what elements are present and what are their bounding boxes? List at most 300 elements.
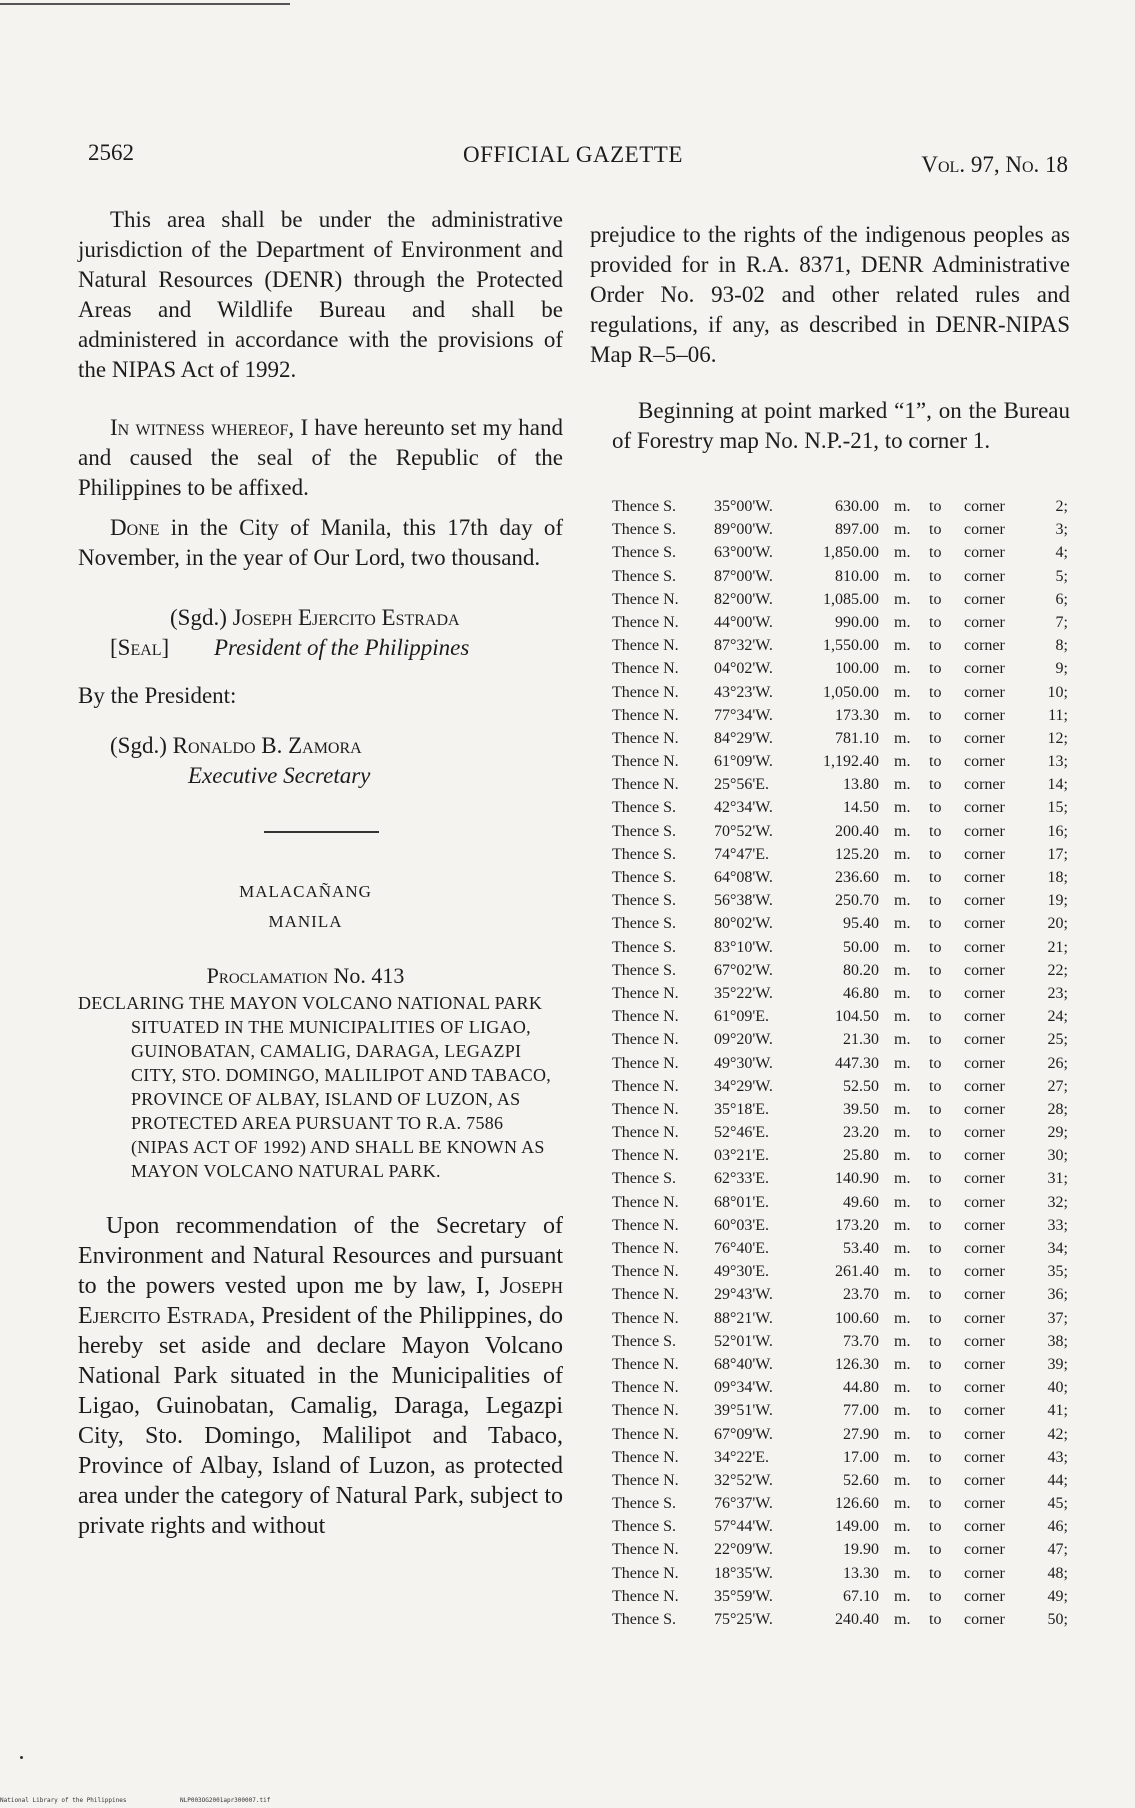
page-number: 2562	[88, 140, 134, 165]
course-row	[604, 707, 1074, 730]
course-distance: 630.00	[835, 498, 879, 515]
course-to: to	[929, 660, 942, 678]
declaring-title: DECLARING THE MAYON VOLCANO NATIONAL PARK SITUATED IN THE MUNICIPALITIES OF LIGAO, GUINOBATAN, CAMALIG, DARAGA, LEGAZPI CITY, STO. DOMINGO, MALILIPOT AND TABACO, PROVINCE OF ALBAY, ISLAND OF LUZON, AS PROTECTED AREA PURSUANT TO R.A. 7586 (NIPAS ACT OF 1992) AND SHALL BE KNOWN AS MAYON VOLCANO NATURAL PARK.	[78, 993, 552, 1181]
course-bearing: 74°47'E.	[714, 845, 770, 863]
course-corner-number: 19;	[1047, 892, 1068, 910]
course-distance: 80.20	[843, 961, 879, 979]
course-distance: 250.70	[835, 892, 879, 910]
course-unit: m.	[894, 938, 911, 956]
course-to: to	[929, 1216, 942, 1234]
course-to: to	[929, 984, 942, 1002]
course-bearing: 35°00'W.	[714, 498, 773, 515]
course-row	[604, 1426, 1074, 1449]
course-to: to	[929, 753, 942, 771]
course-unit: m.	[894, 799, 911, 817]
course-corner: corner	[964, 498, 1005, 515]
top-rule	[0, 3, 290, 5]
course-row	[604, 753, 1074, 776]
course-direction: Thence S.	[612, 498, 676, 515]
course-corner: corner	[964, 544, 1005, 562]
course-to: to	[929, 1008, 942, 1026]
course-distance: 100.60	[835, 1309, 879, 1327]
course-unit: m.	[894, 1263, 911, 1281]
malacanang-label: MALACAÑANG	[239, 882, 372, 901]
course-unit: m.	[894, 660, 911, 678]
course-corner-number: 6;	[1055, 590, 1068, 608]
course-bearing: 87°00'W.	[714, 567, 773, 585]
course-corner-number: 18;	[1047, 869, 1068, 886]
done-paragraph	[78, 513, 563, 573]
course-row	[604, 892, 1074, 915]
course-corner: corner	[964, 1240, 1005, 1257]
course-to: to	[929, 683, 942, 701]
course-direction: Thence N.	[612, 1355, 679, 1373]
course-row	[604, 869, 1074, 892]
course-to: to	[929, 637, 942, 655]
course-direction: Thence N.	[612, 1240, 679, 1257]
course-unit: m.	[894, 753, 911, 771]
course-row	[604, 1170, 1074, 1193]
course-row	[604, 1078, 1074, 1101]
course-corner-number: 40;	[1047, 1379, 1068, 1397]
course-unit: m.	[894, 683, 911, 701]
course-corner: corner	[964, 521, 1005, 539]
course-distance: 77.00	[843, 1402, 879, 1420]
course-row	[604, 1101, 1074, 1124]
course-to: to	[929, 1332, 942, 1350]
course-row	[604, 1611, 1074, 1634]
course-to: to	[929, 915, 942, 933]
course-bearing: 87°32'W.	[714, 637, 773, 655]
course-corner-number: 7;	[1055, 613, 1068, 631]
course-unit: m.	[894, 776, 911, 794]
course-corner-number: 11;	[1048, 706, 1068, 724]
course-unit: m.	[894, 961, 911, 979]
course-to: to	[929, 1425, 942, 1443]
upon-president-name: Joseph Ejercito Estrada	[78, 1273, 563, 1329]
course-unit: m.	[894, 1564, 911, 1582]
page-header	[88, 140, 1068, 180]
course-distance: 53.40	[843, 1240, 879, 1257]
course-row	[604, 915, 1074, 938]
course-to: to	[929, 1170, 942, 1188]
course-bearing: 39°51'W.	[714, 1402, 773, 1420]
course-distance: 125.20	[835, 845, 879, 863]
course-corner: corner	[964, 845, 1005, 863]
course-distance: 173.30	[835, 706, 879, 724]
course-direction: Thence N.	[612, 1008, 679, 1026]
secretary-name-line	[110, 731, 563, 761]
scan-footer	[0, 1797, 271, 1804]
course-bearing: 61°09'E.	[714, 1008, 770, 1026]
course-to: to	[929, 544, 942, 562]
course-row	[604, 1194, 1074, 1217]
course-corner: corner	[964, 613, 1005, 631]
course-unit: m.	[894, 1031, 911, 1049]
course-row	[604, 1518, 1074, 1541]
witness-paragraph	[78, 413, 563, 503]
course-corner: corner	[964, 799, 1005, 817]
course-distance: 52.60	[843, 1471, 879, 1489]
course-bearing: 49°30'W.	[714, 1054, 773, 1072]
course-direction: Thence N.	[612, 1587, 679, 1605]
course-bearing: 22°09'W.	[714, 1541, 773, 1559]
course-direction: Thence S.	[612, 799, 676, 817]
course-corner-number: 46;	[1047, 1518, 1068, 1536]
course-corner-number: 39;	[1047, 1355, 1068, 1373]
course-row	[604, 684, 1074, 707]
course-corner-number: 34;	[1047, 1240, 1068, 1257]
course-distance: 17.00	[843, 1448, 879, 1466]
course-to: to	[929, 1379, 942, 1397]
course-corner: corner	[964, 1008, 1005, 1026]
course-corner-number: 9;	[1055, 660, 1068, 678]
course-corner: corner	[964, 776, 1005, 794]
done-lead: Done	[110, 515, 160, 540]
course-distance: 23.70	[843, 1286, 879, 1304]
course-direction: Thence N.	[612, 1379, 679, 1397]
president-title: President of the Philippines	[214, 635, 470, 660]
course-direction: Thence N.	[612, 1425, 679, 1443]
course-row	[604, 591, 1074, 614]
course-unit: m.	[894, 1124, 911, 1142]
course-row	[604, 1333, 1074, 1356]
president-signature	[78, 603, 563, 633]
course-direction: Thence N.	[612, 1471, 679, 1489]
course-to: to	[929, 1031, 942, 1049]
course-distance: 240.40	[835, 1611, 879, 1628]
course-corner-number: 17;	[1047, 845, 1068, 863]
course-bearing: 09°20'W.	[714, 1031, 773, 1049]
course-to: to	[929, 1448, 942, 1466]
course-corner-number: 25;	[1047, 1031, 1068, 1049]
course-row	[604, 1240, 1074, 1263]
course-distance: 13.80	[843, 776, 879, 794]
course-row	[604, 1147, 1074, 1170]
course-to: to	[929, 1402, 942, 1420]
course-unit: m.	[894, 915, 911, 933]
course-distance: 44.80	[843, 1379, 879, 1397]
course-direction: Thence N.	[612, 1263, 679, 1281]
course-to: to	[929, 521, 942, 539]
course-to: to	[929, 1495, 942, 1513]
course-to: to	[929, 1100, 942, 1118]
course-distance: 126.60	[835, 1495, 879, 1513]
course-direction: Thence S.	[612, 845, 676, 863]
course-to: to	[929, 1286, 942, 1304]
course-direction: Thence N.	[612, 1054, 679, 1072]
course-to: to	[929, 1077, 942, 1095]
course-bearing: 63°00'W.	[714, 544, 773, 562]
course-corner-number: 30;	[1047, 1147, 1068, 1165]
course-direction: Thence S.	[612, 1611, 676, 1628]
course-direction: Thence S.	[612, 544, 676, 562]
course-row	[604, 846, 1074, 869]
course-direction: Thence S.	[612, 1518, 676, 1536]
course-distance: 149.00	[835, 1518, 879, 1536]
course-unit: m.	[894, 822, 911, 840]
course-corner-number: 48;	[1047, 1564, 1068, 1582]
course-bearing: 35°59'W.	[714, 1587, 773, 1605]
seal-row	[78, 633, 563, 663]
course-corner: corner	[964, 637, 1005, 655]
course-direction: Thence N.	[612, 1147, 679, 1165]
course-bearing: 61°09'W.	[714, 753, 773, 771]
course-to: to	[929, 1240, 942, 1257]
course-to: to	[929, 1541, 942, 1559]
left-column	[78, 205, 563, 1541]
course-row	[604, 1031, 1074, 1054]
course-to: to	[929, 1309, 942, 1327]
course-corner-number: 45;	[1047, 1495, 1068, 1513]
course-to: to	[929, 590, 942, 608]
course-row	[604, 568, 1074, 591]
course-direction: Thence S.	[612, 915, 676, 933]
scan-filename: NLP003OG2001apr300007.tif	[180, 1797, 271, 1804]
course-distance: 73.70	[843, 1332, 879, 1350]
course-bearing: 52°01'W.	[714, 1332, 773, 1350]
course-corner: corner	[964, 1100, 1005, 1118]
course-bearing: 44°00'W.	[714, 613, 773, 631]
course-corner-number: 3;	[1055, 521, 1068, 539]
course-unit: m.	[894, 1309, 911, 1327]
course-row	[604, 1008, 1074, 1031]
course-direction: Thence N.	[612, 1124, 679, 1142]
course-direction: Thence S.	[612, 521, 676, 539]
course-unit: m.	[894, 1170, 911, 1188]
course-bearing: 60°03'E.	[714, 1216, 770, 1234]
done-text: in the City of Manila, this 17th day of November, in the year of Our Lord, two thousand.	[78, 515, 563, 570]
course-bearing: 67°02'W.	[714, 961, 773, 979]
course-corner: corner	[964, 706, 1005, 724]
course-bearing: 49°30'E.	[714, 1263, 770, 1281]
course-unit: m.	[894, 1402, 911, 1420]
course-corner-number: 10;	[1047, 683, 1068, 701]
course-bearing: 52°46'E.	[714, 1124, 770, 1142]
library-credit: National Library of the Philippines	[0, 1797, 127, 1804]
course-distance: 23.20	[843, 1124, 879, 1142]
course-to: to	[929, 938, 942, 956]
course-direction: Thence S.	[612, 1495, 676, 1513]
course-corner: corner	[964, 1355, 1005, 1373]
course-unit: m.	[894, 1077, 911, 1095]
course-corner: corner	[964, 1495, 1005, 1513]
course-corner-number: 37;	[1047, 1309, 1068, 1327]
course-distance: 19.90	[843, 1541, 879, 1559]
course-row	[604, 1449, 1074, 1472]
course-distance: 104.50	[835, 1008, 879, 1026]
course-distance: 100.00	[835, 660, 879, 678]
course-corner-number: 44;	[1047, 1471, 1068, 1489]
course-distance: 810.00	[835, 567, 879, 585]
course-unit: m.	[894, 1495, 911, 1513]
course-corner-number: 31;	[1047, 1170, 1068, 1188]
course-corner: corner	[964, 683, 1005, 701]
course-bearing: 68°01'E.	[714, 1193, 770, 1211]
course-corner: corner	[964, 938, 1005, 956]
course-distance: 261.40	[835, 1263, 879, 1281]
course-unit: m.	[894, 1379, 911, 1397]
course-distance: 200.40	[835, 822, 879, 840]
course-bearing: 82°00'W.	[714, 590, 773, 608]
course-corner: corner	[964, 1402, 1005, 1420]
course-direction: Thence N.	[612, 776, 679, 794]
course-direction: Thence N.	[612, 637, 679, 655]
course-unit: m.	[894, 1518, 911, 1536]
course-corner: corner	[964, 1031, 1005, 1049]
course-distance: 447.30	[835, 1054, 879, 1072]
course-unit: m.	[894, 1216, 911, 1234]
course-row	[604, 1541, 1074, 1564]
course-corner: corner	[964, 1379, 1005, 1397]
course-direction: Thence N.	[612, 1309, 679, 1327]
course-distance: 95.40	[843, 915, 879, 933]
course-distance: 1,050.00	[823, 683, 879, 701]
course-to: to	[929, 1124, 942, 1142]
course-row	[604, 1402, 1074, 1425]
course-to: to	[929, 498, 942, 515]
course-distance: 1,085.00	[823, 590, 879, 608]
course-unit: m.	[894, 637, 911, 655]
course-distance: 13.30	[843, 1564, 879, 1582]
course-corner: corner	[964, 1147, 1005, 1165]
course-corner-number: 32;	[1047, 1193, 1068, 1211]
by-the-president: By the President:	[78, 683, 237, 708]
course-bearing: 76°37'W.	[714, 1495, 773, 1513]
course-row	[604, 730, 1074, 753]
course-row	[604, 985, 1074, 1008]
course-row	[604, 544, 1074, 567]
course-bearing: 89°00'W.	[714, 521, 773, 539]
course-row	[604, 823, 1074, 846]
course-row	[604, 1588, 1074, 1611]
seal-label: [Seal]	[110, 635, 170, 660]
course-corner-number: 47;	[1047, 1541, 1068, 1559]
course-unit: m.	[894, 1147, 911, 1165]
course-to: to	[929, 706, 942, 724]
course-unit: m.	[894, 498, 911, 515]
course-bearing: 42°34'W.	[714, 799, 773, 817]
course-distance: 21.30	[843, 1031, 879, 1049]
prejudice-paragraph: prejudice to the rights of the indigenous peoples as provided for in R.A. 8371, DENR Administrative Order No. 93-02 and other related rules and regulations, if any, as described in DENR-NIPAS Map R–5–06.	[590, 222, 1070, 367]
course-to: to	[929, 1564, 942, 1582]
course-corner: corner	[964, 1448, 1005, 1466]
course-row	[604, 799, 1074, 822]
course-unit: m.	[894, 1541, 911, 1559]
course-unit: m.	[894, 1425, 911, 1443]
course-row	[604, 1472, 1074, 1495]
course-to: to	[929, 613, 942, 631]
course-bearing: 34°22'E.	[714, 1448, 770, 1466]
course-to: to	[929, 822, 942, 840]
course-corner-number: 36;	[1047, 1286, 1068, 1304]
course-unit: m.	[894, 1193, 911, 1211]
course-unit: m.	[894, 729, 911, 747]
course-distance: 46.80	[843, 984, 879, 1002]
course-corner-number: 12;	[1047, 729, 1068, 747]
course-direction: Thence N.	[612, 1564, 679, 1582]
course-unit: m.	[894, 590, 911, 608]
course-distance: 1,850.00	[823, 544, 879, 562]
course-bearing: 84°29'W.	[714, 729, 773, 747]
proclamation-number: No. 413	[328, 963, 405, 988]
speck	[20, 1756, 23, 1759]
course-bearing: 68°40'W.	[714, 1355, 773, 1373]
course-corner-number: 43;	[1047, 1448, 1068, 1466]
course-distance: 67.10	[843, 1587, 879, 1605]
course-to: to	[929, 845, 942, 863]
course-bearing: 80°02'W.	[714, 915, 773, 933]
course-direction: Thence S.	[612, 822, 676, 840]
course-direction: Thence S.	[612, 567, 676, 585]
course-corner: corner	[964, 961, 1005, 979]
course-corner: corner	[964, 1564, 1005, 1582]
course-corner: corner	[964, 915, 1005, 933]
course-direction: Thence N.	[612, 729, 679, 747]
course-corner: corner	[964, 1471, 1005, 1489]
course-to: to	[929, 869, 942, 886]
course-to: to	[929, 892, 942, 910]
course-bearing: 32°52'W.	[714, 1471, 773, 1489]
course-distance: 50.00	[843, 938, 879, 956]
course-unit: m.	[894, 613, 911, 631]
course-corner: corner	[964, 1216, 1005, 1234]
upon-text-a: Upon recommendation of the Secretary of Environment and Natural Resources and pursuant to the powers vested upon me by law, I,	[78, 1213, 563, 1299]
course-direction: Thence N.	[612, 1193, 679, 1211]
course-distance: 39.50	[843, 1100, 879, 1118]
right-column	[590, 220, 1070, 456]
course-row	[604, 776, 1074, 799]
course-to: to	[929, 1054, 942, 1072]
course-row	[604, 498, 1074, 521]
course-corner: corner	[964, 1170, 1005, 1188]
course-unit: m.	[894, 869, 911, 886]
course-to: to	[929, 961, 942, 979]
course-distance: 236.60	[835, 869, 879, 886]
course-to: to	[929, 799, 942, 817]
course-unit: m.	[894, 1286, 911, 1304]
course-direction: Thence N.	[612, 1100, 679, 1118]
secretary-signature	[78, 731, 563, 791]
course-corner-number: 41;	[1047, 1402, 1068, 1420]
course-row	[604, 1356, 1074, 1379]
proclamation-heading	[78, 961, 563, 991]
course-corner-number: 15;	[1047, 799, 1068, 817]
course-corner: corner	[964, 729, 1005, 747]
jurisdiction-paragraph: This area shall be under the administrative jurisdiction of the Department of Environment and Natural Resources (DENR) through the Protected Areas and Wildlife Bureau and shall be administered in accordance with the provisions of the NIPAS Act of 1992.	[78, 207, 563, 382]
course-direction: Thence N.	[612, 1541, 679, 1559]
course-direction: Thence N.	[612, 1402, 679, 1420]
upon-text-b: , President of the Philippines, do hereby set aside and declare Mayon Volcano National Park situated in the Municipalities of Ligao, Guinobatan, Camalig, Daraga, Legazpi City, Sto. Domingo, Malilipot and Tabaco, Province of Albay, Island of Luzon, as protected area under the category of Natural Park, subject to private rights and without	[78, 1303, 563, 1539]
course-unit: m.	[894, 1054, 911, 1072]
course-corner-number: 42;	[1047, 1425, 1068, 1443]
course-distance: 49.60	[843, 1193, 879, 1211]
course-bearing: 43°23'W.	[714, 683, 773, 701]
course-distance: 897.00	[835, 521, 879, 539]
course-distance: 140.90	[835, 1170, 879, 1188]
president-name: Joseph Ejercito Estrada	[232, 605, 460, 630]
course-unit: m.	[894, 1611, 911, 1628]
course-row	[604, 1263, 1074, 1286]
course-row	[604, 1495, 1074, 1518]
course-row	[604, 1310, 1074, 1333]
course-to: to	[929, 1355, 942, 1373]
course-corner: corner	[964, 660, 1005, 678]
course-to: to	[929, 1263, 942, 1281]
course-row	[604, 962, 1074, 985]
course-corner: corner	[964, 590, 1005, 608]
course-corner: corner	[964, 567, 1005, 585]
